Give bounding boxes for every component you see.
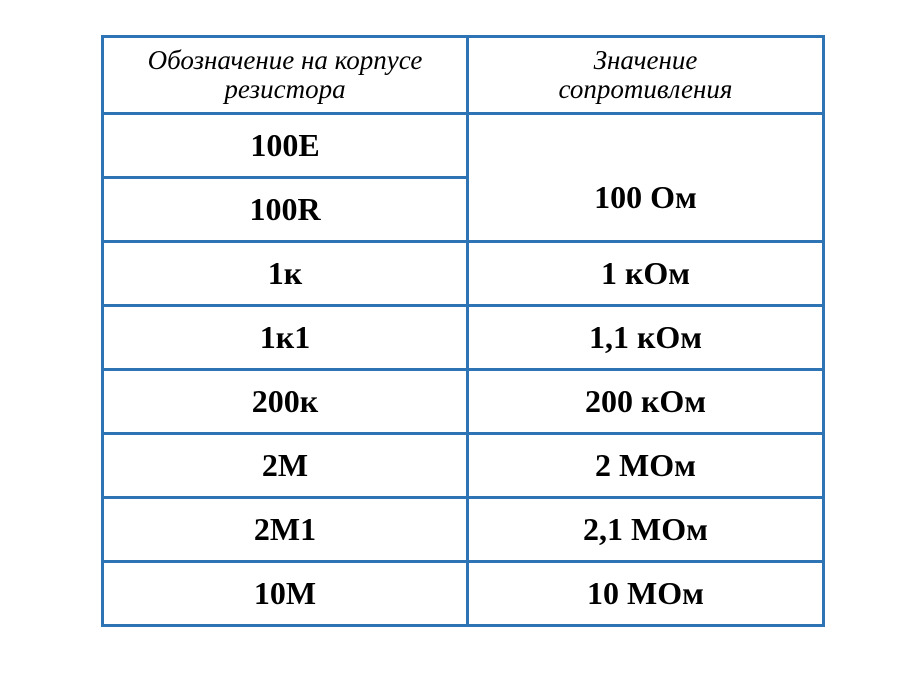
value-cell: 1,1 кОм (468, 306, 824, 370)
table-row (103, 434, 824, 498)
marking-cell: 2М1 (103, 498, 468, 562)
value-cell: 2 МОм (468, 434, 824, 498)
table-row (103, 498, 824, 562)
table-header-row (103, 37, 824, 114)
table-row (103, 370, 824, 434)
header-value (468, 37, 824, 114)
header-marking-line-1: Обозначение на корпусе (147, 45, 423, 75)
value-cell: 200 кОм (468, 370, 824, 434)
marking-cell: 200к (103, 370, 468, 434)
marking-cell: 100R (103, 178, 468, 242)
value-cell: 1 кОм (468, 242, 824, 306)
table-row (103, 114, 824, 178)
table-row (103, 306, 824, 370)
header-value-line-1: Значение (593, 45, 698, 75)
marking-cell: 1к1 (103, 306, 468, 370)
resistor-marking-table (101, 35, 825, 627)
header-marking (103, 37, 468, 114)
value-cell: 10 МОм (468, 562, 824, 626)
marking-cell: 10М (103, 562, 468, 626)
value-cell: 100 Ом (468, 114, 824, 242)
value-cell: 2,1 МОм (468, 498, 824, 562)
marking-cell: 100E (103, 114, 468, 178)
table-row (103, 242, 824, 306)
header-marking-line-2: резистора (224, 74, 346, 104)
header-value-line-2: сопротивления (558, 74, 733, 104)
marking-cell: 1к (103, 242, 468, 306)
marking-cell: 2М (103, 434, 468, 498)
table-row (103, 562, 824, 626)
